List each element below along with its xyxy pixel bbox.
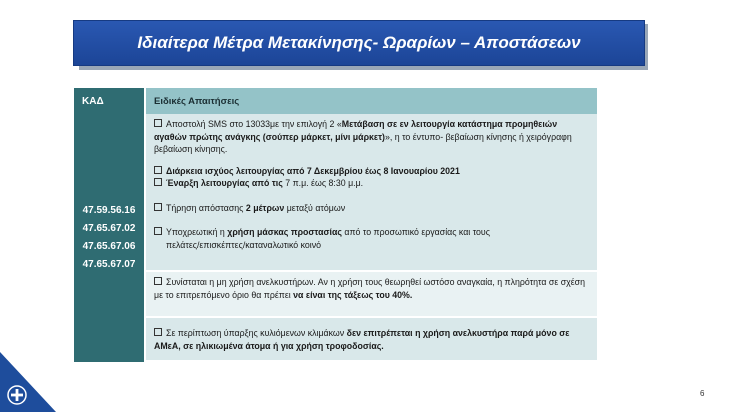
checkbox-icon xyxy=(154,166,162,174)
hours-text: Έναρξη λειτουργίας από τις 7 π.μ. έως 8:30 μ.μ. xyxy=(154,177,589,190)
page-number: 6 xyxy=(700,389,705,398)
sms-requirement: Αποστολή SMS στο 13033με την επιλογή 2 «Μετάβαση σε εν λειτουργία κατάστημα προμηθειών αγαθών πρώτης ανάγκης (σούπερ μάρκετ, μίνι μάρκετ)», η το έντυπο- βεβαίωση κίνησης ή χειρόγραφη βεβαίωση κίνησης. xyxy=(154,119,572,154)
kad-codes xyxy=(74,114,146,362)
requirements-cell-1 xyxy=(146,114,597,272)
checkbox-icon xyxy=(154,328,162,336)
kad-code: 47.65.67.06 xyxy=(82,241,136,252)
table-header xyxy=(74,88,597,114)
duration-text: Διάρκεια ισχύος λειτουργίας από 7 Δεκεμβρίου έως 8 Ιανουαρίου 2021 xyxy=(154,165,589,178)
kad-header: ΚΑΔ xyxy=(74,88,146,114)
checkbox-icon xyxy=(154,277,162,285)
mask-text: Υποχρεωτική η χρήση μάσκας προστασίας από το προσωπικό εργασίας και τους xyxy=(154,226,589,239)
table-body xyxy=(74,114,597,362)
kad-code: 47.59.56.16 xyxy=(82,205,136,216)
checkbox-icon xyxy=(154,203,162,211)
checkbox-icon xyxy=(154,119,162,127)
requirements-cells xyxy=(146,114,597,362)
requirements-cell-2 xyxy=(146,272,597,318)
slide-title: Ιδιαίτερα Μέτρα Μετακίνησης- Ωραρίων – Αποστάσεων xyxy=(73,20,645,66)
checkbox-icon xyxy=(154,227,162,235)
greek-government-logo xyxy=(0,352,56,412)
escalator-text: Σε περίπτωση ύπαρξης κυλιόμενων κλιμάκων δεν επιτρέπεται η χρήση ανελκυστήρα παρά μόνο σε ΑΜεΑ, σε ηλικιωμένα άτομα ή για χρήση τροφοδοσίας. xyxy=(154,328,570,351)
kad-code: 47.65.67.07 xyxy=(82,259,136,270)
requirements-table xyxy=(74,88,597,362)
requirements-header: Ειδικές Απαιτήσεις xyxy=(146,88,597,114)
distance-text: Τήρηση απόστασης 2 μέτρων μεταξύ ατόμων xyxy=(154,202,589,215)
elevator-text: Συνίσταται η μη χρήση ανελκυστήρων. Αν η χρήση τους θεωρηθεί ωστόσο αναγκαία, η πληρότητα σε σχέση με το επιτρεπόμενο όριο θα πρέπει να είναι της τάξεως του 40%. xyxy=(154,277,586,300)
mask-text-cont: πελάτες/επισκέπτες/καταναλωτικό κοινό xyxy=(166,239,322,250)
kad-code: 47.65.67.02 xyxy=(82,223,136,234)
requirements-cell-3 xyxy=(146,318,597,362)
checkbox-icon xyxy=(154,178,162,186)
